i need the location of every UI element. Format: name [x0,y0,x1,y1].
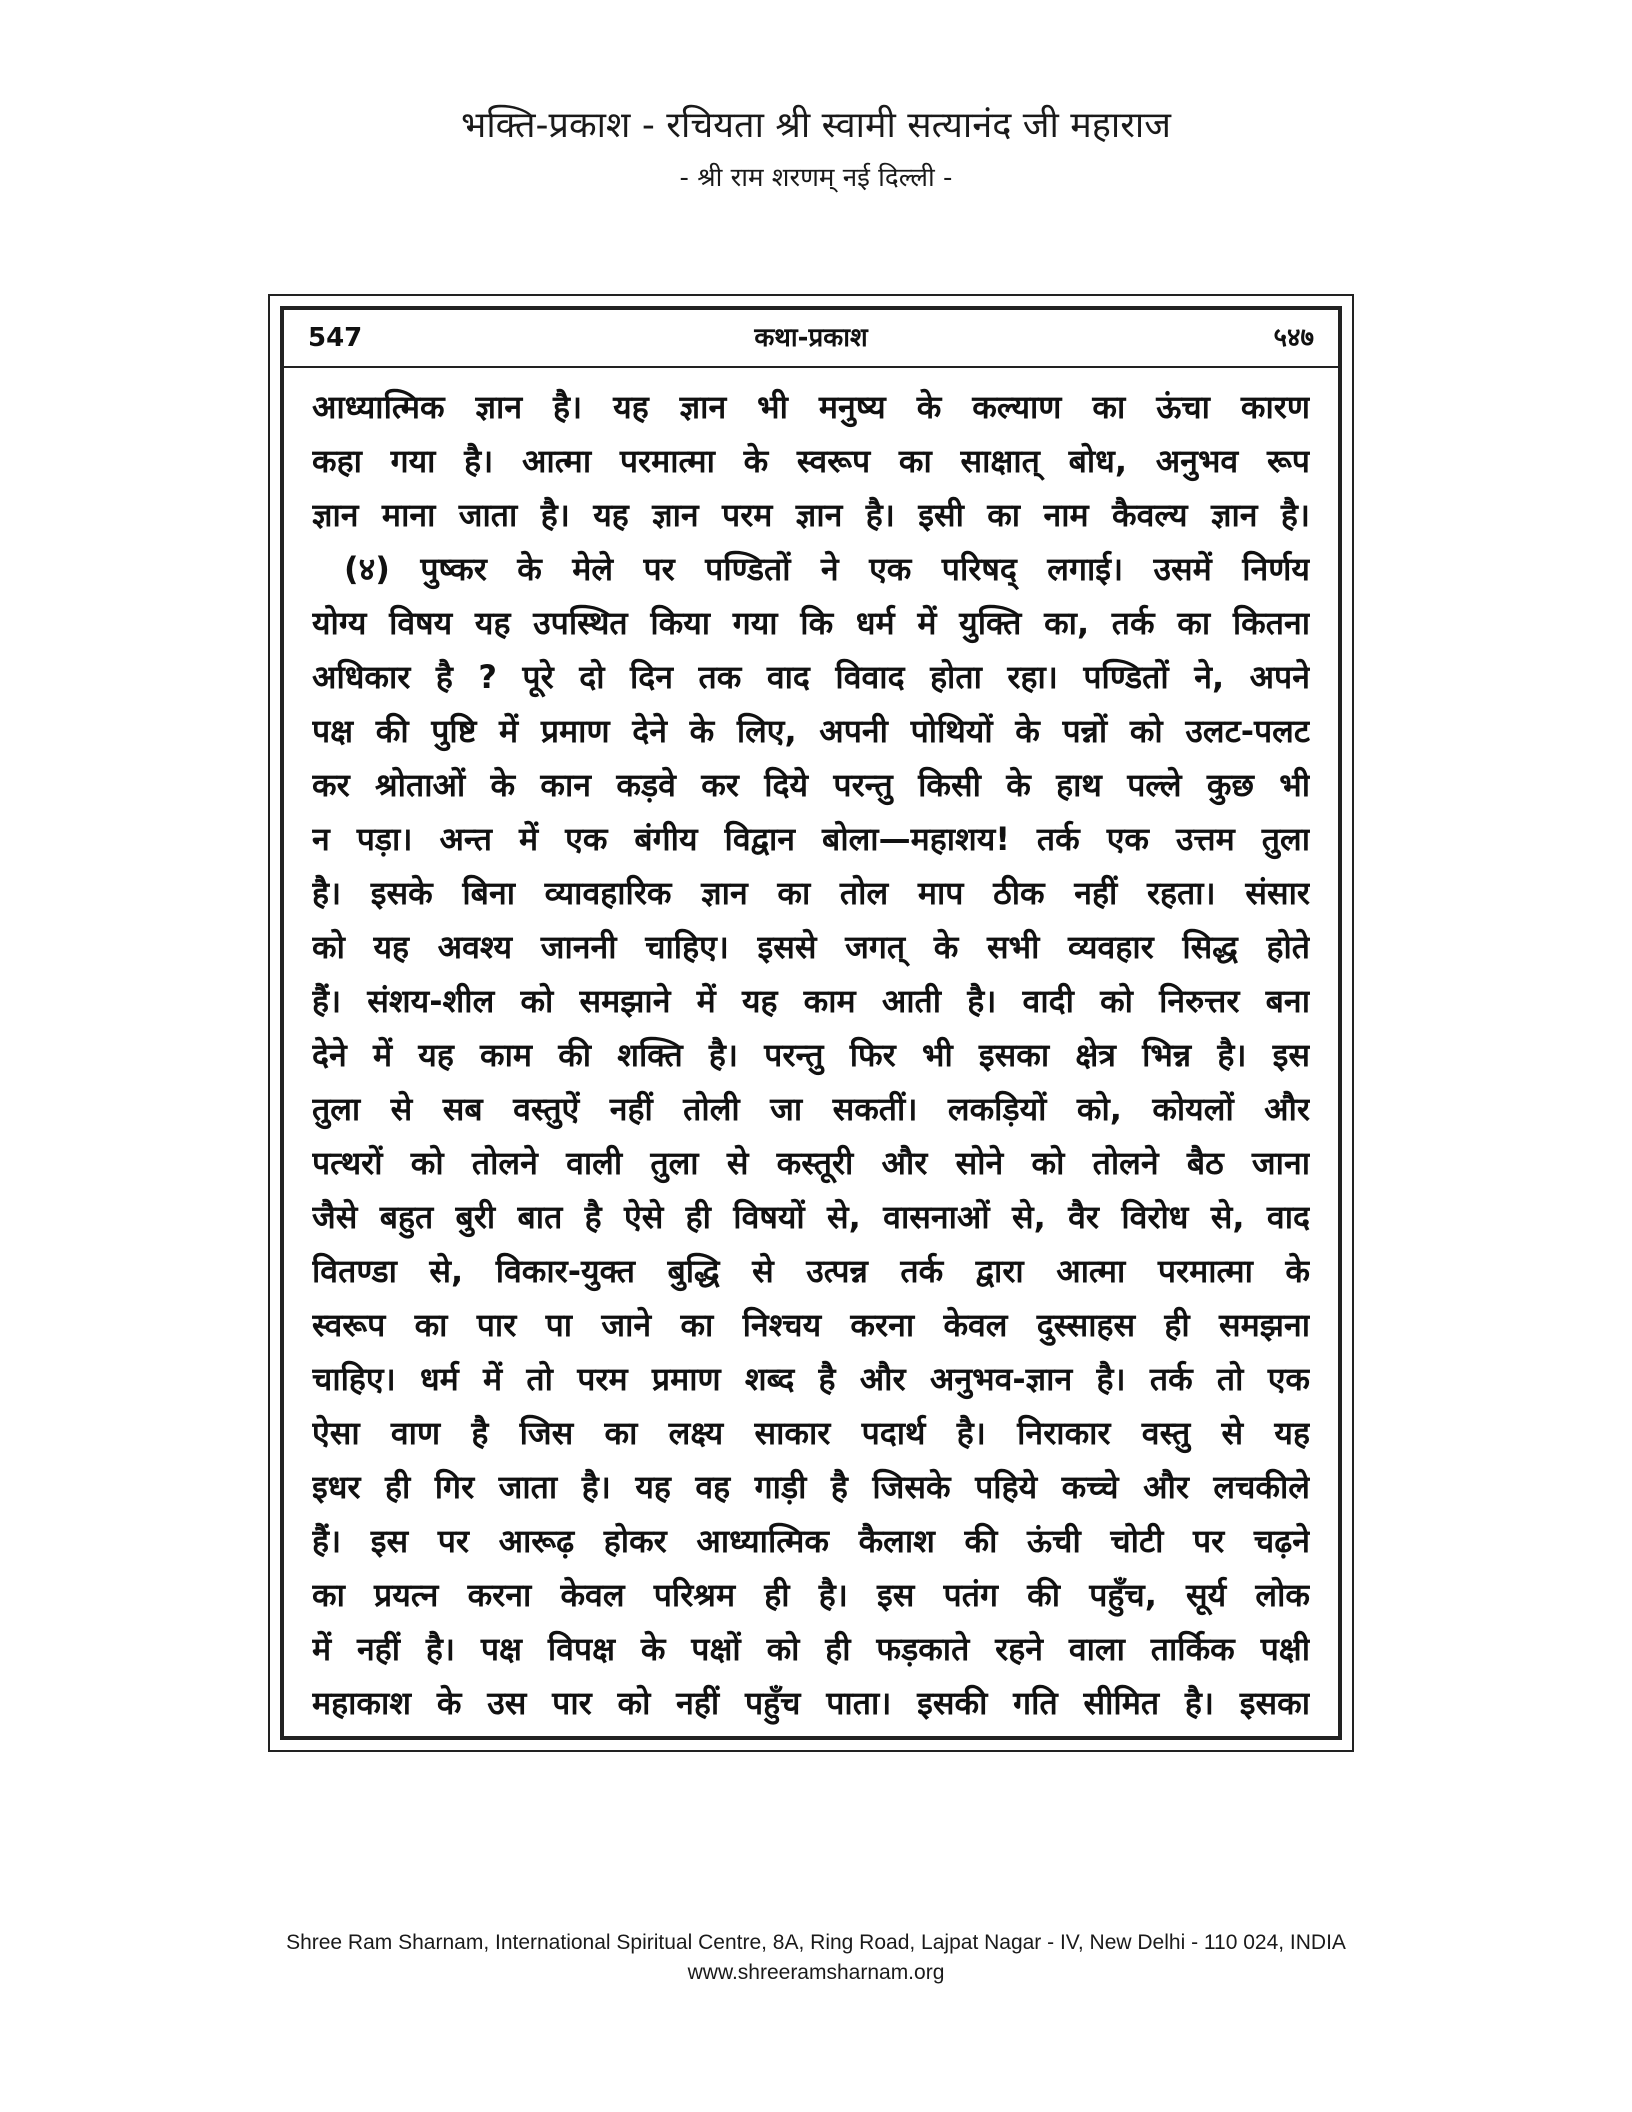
running-head [284,310,1338,368]
page-number-latin: 547 [308,323,363,353]
text-line: चाहिए। धर्म में तो परम प्रमाण शब्द है और अनुभव-ज्ञान है। तर्क तो एक [312,1360,1310,1398]
text-line: में नहीं है। पक्ष विपक्ष के पक्षों को ही फड़काते रहने वाला तार्किक पक्षी [312,1630,1310,1668]
text-line: न पड़ा। अन्त में एक बंगीय विद्वान बोला—महाशय! तर्क एक उत्तम तुला [312,820,1310,858]
text-line: स्वरूप का पार पा जाने का निश्चय करना केवल दुस्साहस ही समझना [312,1306,1310,1344]
text-line: ज्ञान माना जाता है। यह ज्ञान परम ज्ञान है। इसी का नाम कैवल्य ज्ञान है। [312,496,1310,534]
page-footer [0,1928,1632,1988]
text-line: कहा गया है। आत्मा परमात्मा के स्वरूप का साक्षात् बोध, अनुभव रूप [312,442,1310,480]
footer-address: Shree Ram Sharnam, International Spiritual Centre, 8A, Ring Road, Lajpat Nagar - IV, New Delhi - 110 024, INDIA [286,1931,1346,1954]
text-line: वितण्डा से, विकार-युक्त बुद्धि से उत्पन्न तर्क द्वारा आत्मा परमात्मा के [312,1252,1310,1290]
page-header [0,100,1632,198]
body-text [312,380,1310,1730]
text-line: हैं। संशय-शील को समझाने में यह काम आती है। वादी को निरुत्तर बना [312,982,1310,1020]
text-line: को यह अवश्य जाननी चाहिए। इससे जगत् के सभी व्यवहार सिद्ध होते [312,928,1310,966]
text-line: कर श्रोताओं के कान कड़वे कर दिये परन्तु किसी के हाथ पल्ले कुछ भी [312,766,1310,804]
page-frame-inner [280,306,1342,1740]
text-line: पक्ष की पुष्टि में प्रमाण देने के लिए, अपनी पोथियों के पन्नों को उलट-पलट [312,712,1310,750]
book-title: भक्ति-प्रकाश - रचियता श्री स्वामी सत्यानंद जी महाराज [461,105,1171,146]
text-line: जैसे बहुत बुरी बात है ऐसे ही विषयों से, वासनाओं से, वैर विरोध से, वाद [312,1198,1310,1236]
text-line: देने में यह काम की शक्ति है। परन्तु फिर भी इसका क्षेत्र भिन्न है। इस [312,1036,1310,1074]
text-line: है। इसके बिना व्यावहारिक ज्ञान का तोल माप ठीक नहीं रहता। संसार [312,874,1310,912]
text-line: तुला से सब वस्तुऐं नहीं तोली जा सकतीं। लकड़ियों को, कोयलों और [312,1090,1310,1128]
text-line: (४) पुष्कर के मेले पर पण्डितों ने एक परिषद् लगाई। उसमें निर्णय [344,550,1310,588]
text-line: का प्रयत्न करना केवल परिश्रम ही है। इस पतंग की पहुँच, सूर्य लोक [312,1576,1310,1614]
page-frame [268,294,1354,1752]
section-title: कथा-प्रकाश [754,323,868,353]
text-line: अधिकार है ? पूरे दो दिन तक वाद विवाद होता रहा। पण्डितों ने, अपने [312,658,1310,696]
page-number-devanagari: ५४७ [1273,323,1314,353]
footer-website-link[interactable]: www.shreeramsharnam.org [687,1961,945,1984]
text-line: हैं। इस पर आरूढ़ होकर आध्यात्मिक कैलाश की ऊंची चोटी पर चढ़ने [312,1522,1310,1560]
text-line: आध्यात्मिक ज्ञान है। यह ज्ञान भी मनुष्य के कल्याण का ऊंचा कारण [312,388,1310,426]
publisher-line: - श्री राम शरणम् नई दिल्ली - [679,163,953,193]
text-line: ऐसा वाण है जिस का लक्ष्य साकार पदार्थ है। निराकार वस्तु से यह [312,1414,1310,1452]
text-line: इधर ही गिर जाता है। यह वह गाड़ी है जिसके पहिये कच्चे और लचकीले [312,1468,1310,1506]
text-line: योग्य विषय यह उपस्थित किया गया कि धर्म में युक्ति का, तर्क का कितना [312,604,1310,642]
text-line: पत्थरों को तोलने वाली तुला से कस्तूरी और सोने को तोलने बैठ जाना [312,1144,1310,1182]
text-line: महाकाश के उस पार को नहीं पहुँच पाता। इसकी गति सीमित है। इसका [312,1684,1310,1722]
